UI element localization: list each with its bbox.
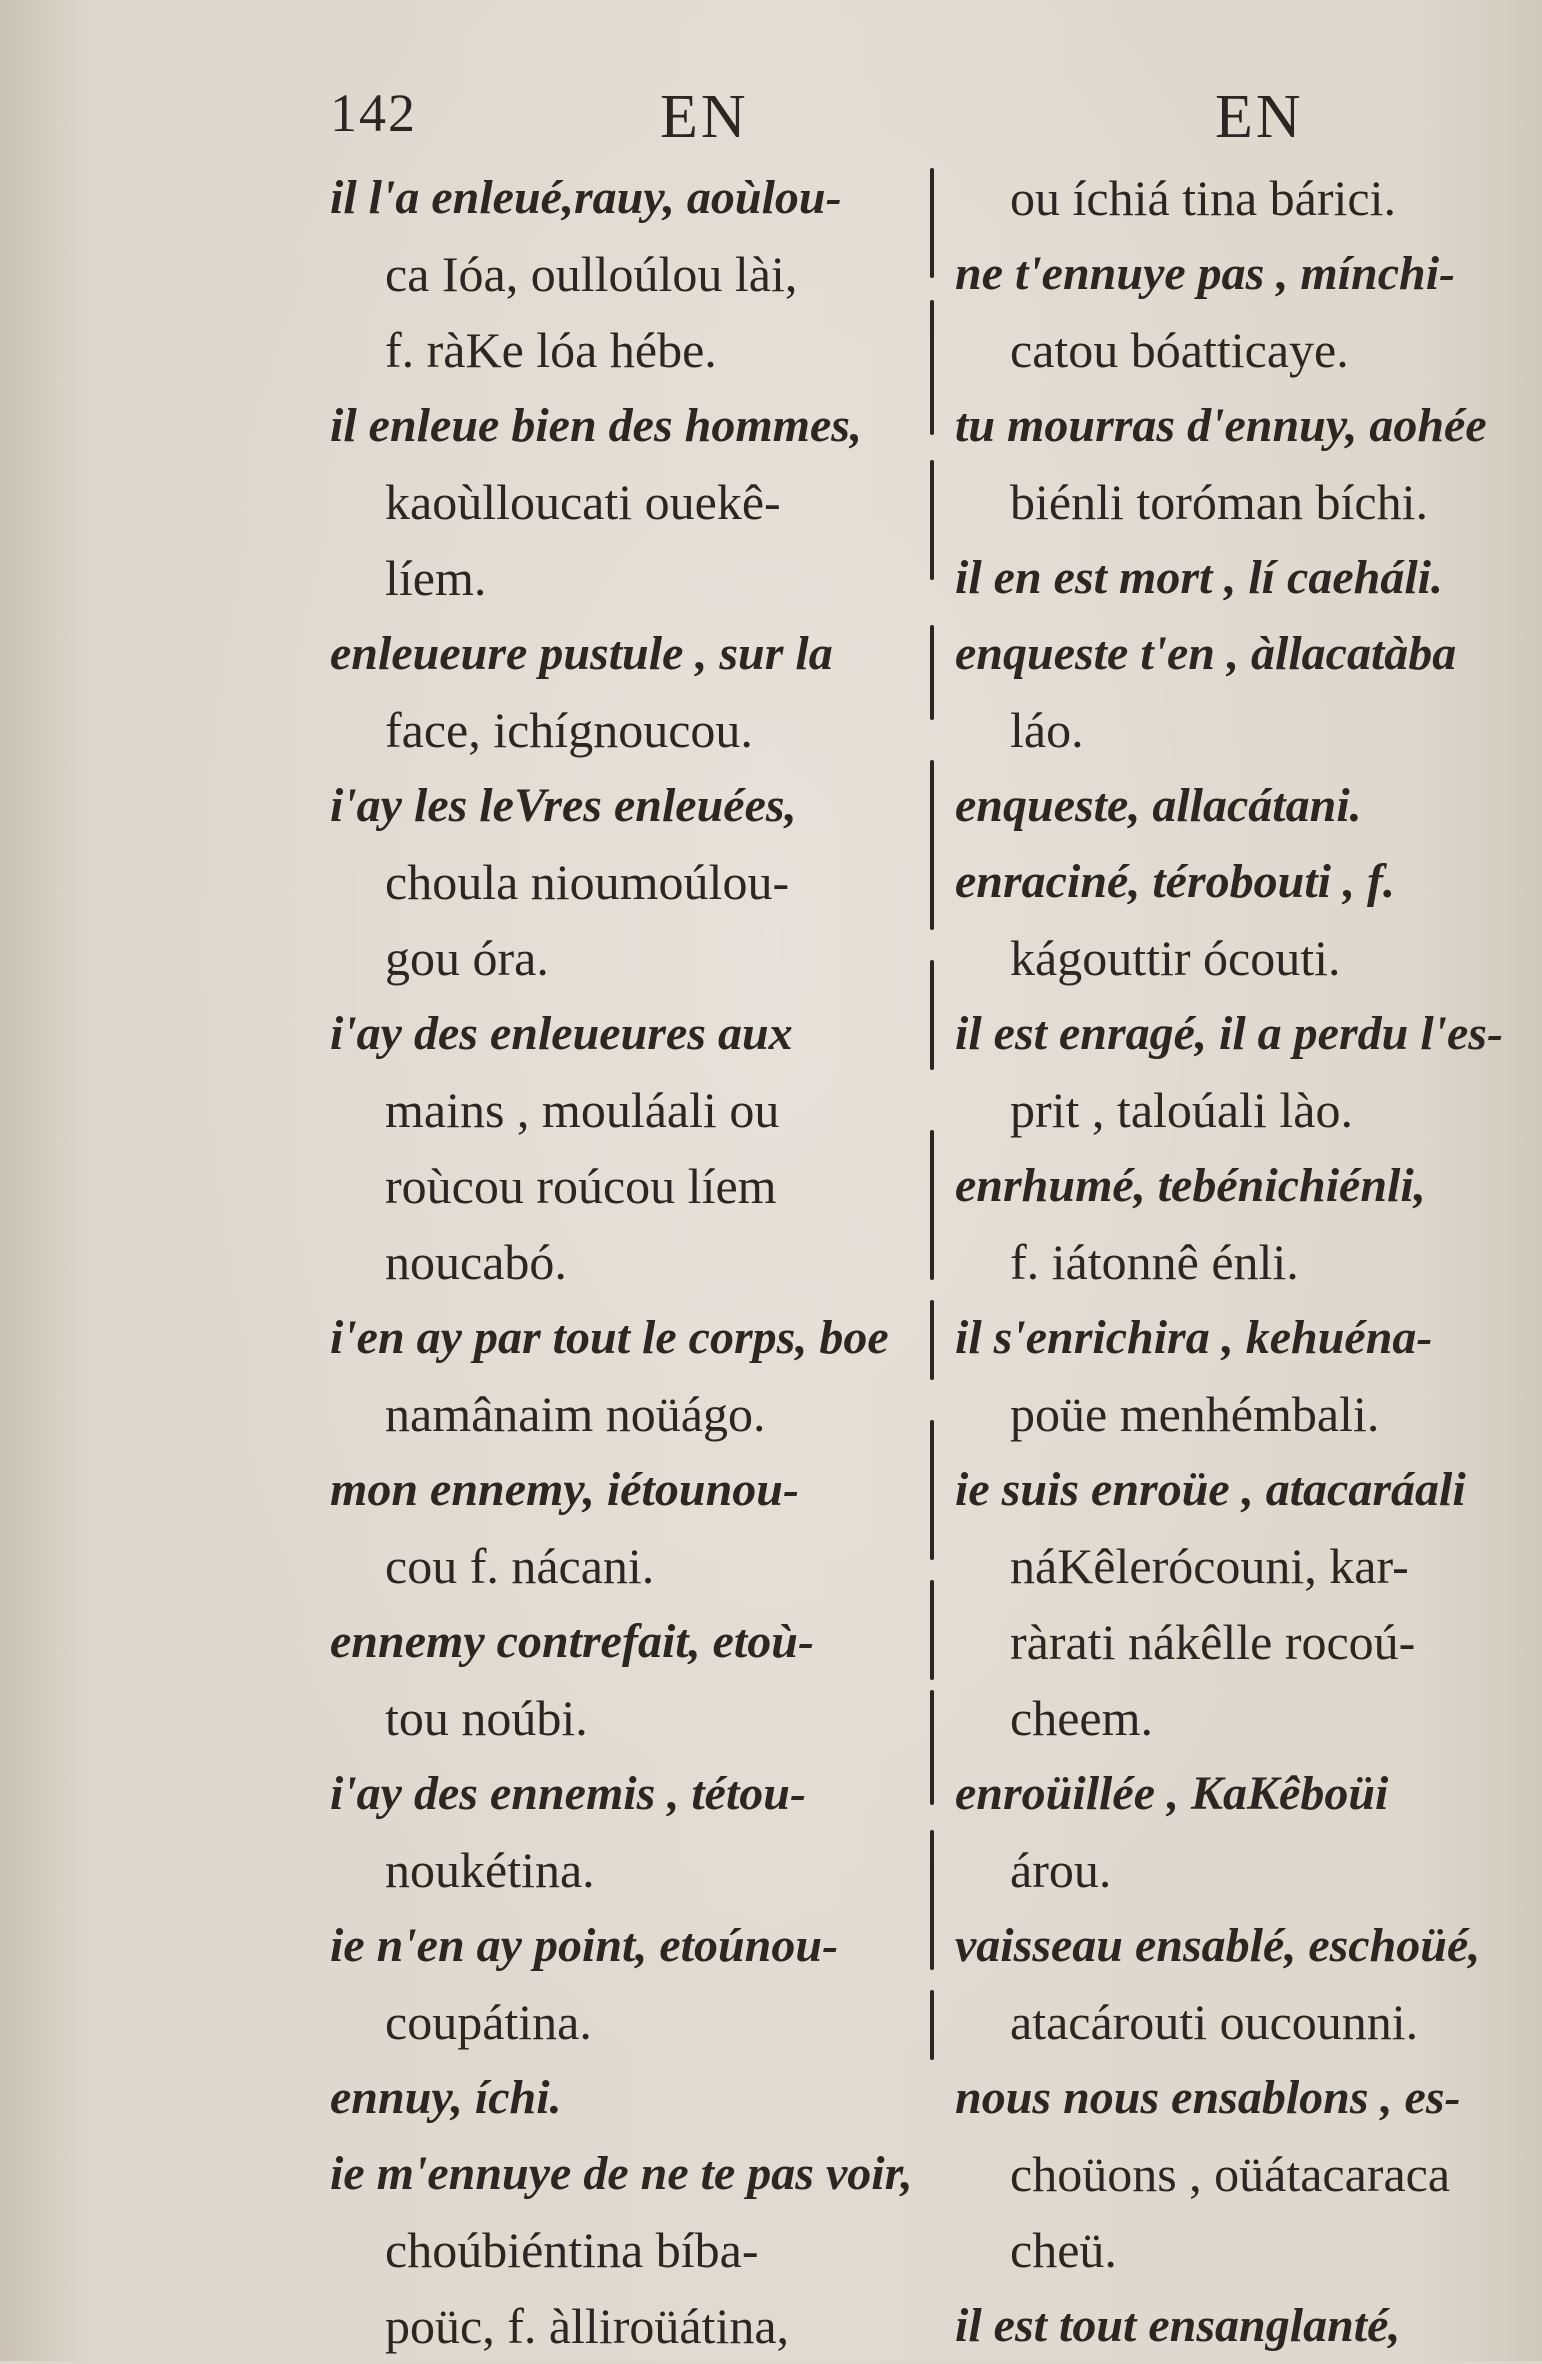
dictionary-entry (330, 1300, 910, 1452)
french-headword-line: mon ennemy, iétounou- (330, 1463, 799, 1516)
dictionary-entry (330, 996, 910, 1300)
french-headword-line: nous nous ensablons , es- (955, 2071, 1461, 2124)
french-headword-line: enqueste t'en , àllacatàba (955, 627, 1457, 680)
dictionary-column-left (330, 160, 913, 2364)
translation-line: choúbiéntina bíba- (385, 2222, 759, 2278)
french-headword-line: i'en ay par tout le corps, boe (330, 1311, 889, 1364)
translation-line: biénli toróman bíchi. (1010, 474, 1428, 530)
french-headword-line: enleueure pustule , sur la (330, 627, 833, 680)
page-header (330, 82, 1470, 152)
french-headword-line: ie n'en ay point, etoúnou- (330, 1919, 839, 1972)
french-headword-line: ie m'ennuye de ne te pas voir, (330, 2147, 913, 2200)
page-number: 142 (330, 83, 417, 143)
french-headword-line: ne t'ennuye pas , mínchi- (955, 247, 1456, 300)
dictionary-entry (330, 388, 910, 616)
french-headword-line: il l'a enleué,rauy, aoùlou- (330, 171, 842, 224)
translation-line: ca Ióa, oulloúlou lài, (385, 246, 798, 302)
translation-line: ràrati nákêlle rocoú- (1010, 1614, 1416, 1670)
divider-segment (930, 1300, 934, 1380)
divider-segment (930, 300, 934, 435)
french-headword-line: il en est mort , lí caeháli. (955, 551, 1443, 604)
french-headword-line: i'ay des enleueures aux (330, 1007, 793, 1060)
divider-segment (930, 760, 934, 930)
translation-line: náKêlerócouni, kar- (1010, 1538, 1409, 1594)
translation-line: cheü. (1010, 2222, 1117, 2278)
dictionary-entry (330, 2136, 913, 2364)
dictionary-entry (330, 768, 910, 996)
french-headword-line: ennemy contrefait, etoù- (330, 1615, 814, 1668)
divider-segment (930, 1130, 934, 1280)
french-headword-line: ennuy, íchi. (330, 2071, 562, 2124)
translation-line: prit , taloúali lào. (1010, 1082, 1353, 1138)
translation-line: atacárouti oucounni. (1010, 1994, 1419, 2050)
divider-segment (930, 1420, 934, 1560)
dictionary-entry (330, 1452, 910, 1604)
translation-line: noucabó. (385, 1234, 567, 1290)
translation-line: catou bóatticaye. (1010, 322, 1349, 378)
french-headword-line: il s'enrichira , kehuéna- (955, 1311, 1433, 1364)
translation-line: roùcou roúcou líem (385, 1158, 777, 1214)
french-headword-line: enqueste, allacátani. (955, 779, 1362, 832)
divider-segment (930, 460, 934, 580)
translation-line: f. ràKe lóa hébe. (385, 322, 717, 378)
french-headword-line: enraciné, térobouti , f. (955, 855, 1395, 908)
dictionary-entry (955, 616, 1515, 768)
dictionary-entry (330, 616, 910, 768)
dictionary-entry (330, 1756, 910, 1908)
dictionary-entry (955, 996, 1515, 1148)
dictionary-entry (955, 844, 1515, 996)
running-head-left: EN (660, 83, 749, 151)
translation-line: poüe menhémbali. (1010, 1386, 1380, 1442)
divider-segment (930, 1580, 934, 1680)
translation-line: tou noúbi. (385, 1690, 588, 1746)
french-headword-line: il est tout ensanglanté, (955, 2299, 1401, 2352)
french-headword-line: il est enragé, il a perdu l'es- (955, 1007, 1503, 1060)
divider-segment (930, 1690, 934, 1805)
translation-line: árou. (1010, 1842, 1112, 1898)
dictionary-entry (955, 540, 1515, 616)
french-headword-line: ie suis enroüe , atacaráali (955, 1463, 1466, 1516)
dictionary-entry (955, 1756, 1515, 1908)
french-headword-line: i'ay des ennemis , tétou- (330, 1767, 806, 1820)
translation-line: namânaim noüágo. (385, 1386, 766, 1442)
dictionary-entry (955, 1452, 1515, 1756)
french-headword-line: il enleue bien des hommes, (330, 399, 862, 452)
dictionary-column-right (955, 160, 1515, 2364)
translation-line: cheem. (1010, 1690, 1153, 1746)
french-headword-line: vaisseau ensablé, eschoüé, (955, 1919, 1481, 1972)
translation-line: choula nioumoúlou- (385, 854, 790, 910)
dictionary-entry (955, 388, 1515, 540)
dictionary-entry (955, 1300, 1515, 1452)
divider-segment (930, 625, 934, 720)
translation-line: láo. (1010, 702, 1084, 758)
divider-segment (930, 168, 934, 278)
translation-line: kágouttir ócouti. (1010, 930, 1341, 986)
dictionary-entry (955, 2060, 1515, 2288)
translation-line: líem. (385, 550, 487, 606)
translation-line: f. iátonnê énli. (1010, 1234, 1299, 1290)
dictionary-entry (955, 1908, 1515, 2060)
dictionary-entry (955, 160, 1515, 236)
french-headword-line: enroüillée , KaKêboüi (955, 1767, 1389, 1820)
dictionary-entry (330, 1908, 910, 2060)
dictionary-entry (955, 1148, 1515, 1300)
translation-line: face, ichígnoucou. (385, 702, 753, 758)
translation-line: cou f. nácani. (385, 1538, 655, 1594)
divider-segment (930, 1990, 934, 2060)
translation-line: gou óra. (385, 930, 549, 986)
dictionary-entry (955, 768, 1515, 844)
translation-line: kaoùlloucati ouekê- (385, 474, 781, 530)
french-headword-line: enrhumé, tebénichiénli, (955, 1159, 1426, 1212)
dictionary-entry (955, 236, 1515, 388)
translation-line: poüc, f. àlliroüátina, (385, 2298, 790, 2354)
dictionary-entry (330, 1604, 910, 1756)
translation-line: choüons , oüátacaraca (1010, 2146, 1451, 2202)
translation-line: coupátina. (385, 1994, 592, 2050)
divider-segment (930, 960, 934, 1070)
translation-line: noukétina. (385, 1842, 595, 1898)
translation-line: mains , mouláali ou (385, 1082, 780, 1138)
french-headword-line: tu mourras d'ennuy, aohée (955, 399, 1487, 452)
dictionary-entry (330, 2060, 910, 2136)
running-head-right: EN (1215, 83, 1304, 151)
dictionary-entry (955, 2288, 1515, 2364)
french-headword-line: i'ay les leVres enleuées, (330, 779, 797, 832)
divider-segment (930, 1830, 934, 1970)
dictionary-entry (330, 160, 910, 388)
translation-line: ou íchiá tina bárici. (1010, 170, 1396, 226)
